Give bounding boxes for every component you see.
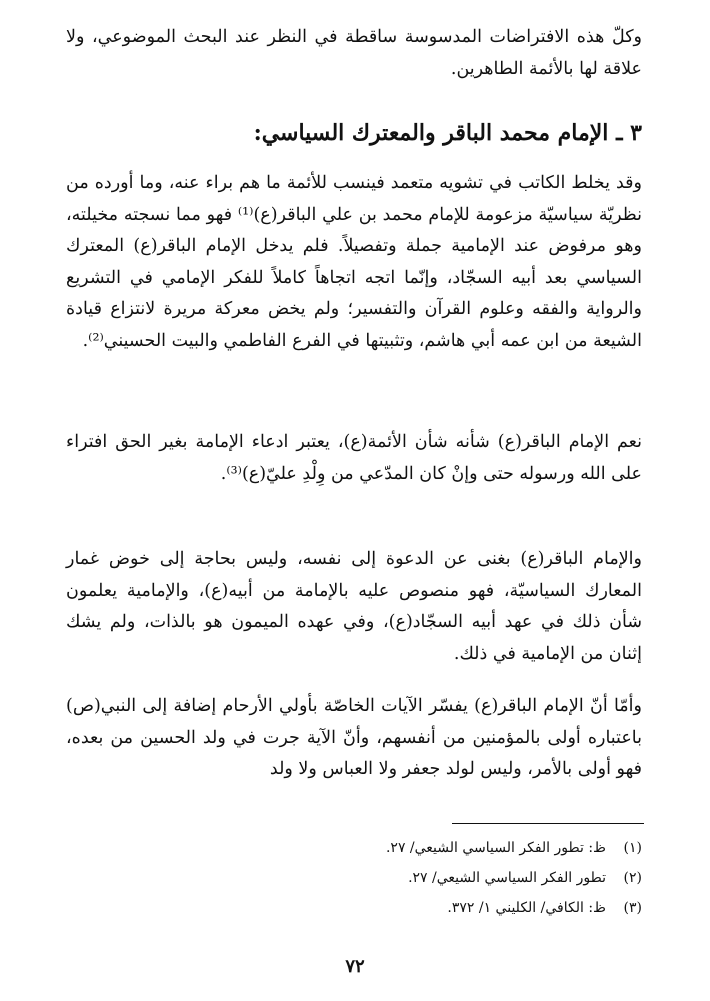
footnote-3 bbox=[66, 893, 642, 923]
footnotes bbox=[66, 833, 642, 923]
paragraph-text: وقد يخلط الكاتب في تشويه متعمد فينسب للأئمة ما هم براء عنه، وما أورده من نظريّة سياسيّة مزعومة للإمام محمد بن علي الباقر(ع)⁽¹⁾ فهو مما نسجته مخيلته، وهو مرفوض عند الإمامية جملة وتفصيلاً. فلم يدخل الإمام الباقر(ع) المعترك السياسي بعد أبيه السجّاد، وإنّما اتجه اتجاهاً كاملاً للفكر الإمامي في التشريع والرواية والفقه وعلوم القرآن والتفسير؛ ولم يخض معركة مريرة لانتزاع قيادة الشيعة من ابن عمه أبي هاشم، وتثبيتها في الفرع الفاطمي والبيت الحسيني⁽²⁾. bbox=[66, 173, 643, 351]
page-number: ٧٢ bbox=[345, 956, 365, 977]
paragraph-2 bbox=[66, 427, 642, 490]
paragraph-1 bbox=[66, 168, 642, 358]
footnote-text: ظ: تطور الفكر السياسي الشيعي/ ٢٧. bbox=[385, 840, 606, 856]
footnote-number: (٣) bbox=[623, 900, 642, 916]
paragraph-text: وكلّ هذه الافتراضات المدسوسة ساقطة في النظر عند البحث الموضوعي، ولا علاقة لها بالأئمة الطاهرين. bbox=[66, 27, 642, 79]
footnote-1 bbox=[66, 833, 642, 863]
footnote-text: تطور الفكر السياسي الشيعي/ ٢٧. bbox=[408, 870, 606, 886]
footnote-text: ظ: الكافي/ الكليني ١/ ٣٧٢. bbox=[447, 900, 606, 916]
footnote-number: (٢) bbox=[623, 870, 642, 886]
footnote-2 bbox=[66, 863, 642, 893]
paragraph-4 bbox=[66, 691, 642, 786]
paragraph-text: نعم الإمام الباقر(ع) شأنه شأن الأئمة(ع)، يعتبر ادعاء الإمامة بغير الحق افتراء على الله ورسوله حتى وإنْ كان المدّعي من وِلْدِ عليّ(ع)⁽³⁾. bbox=[66, 432, 642, 484]
paragraph-intro bbox=[66, 22, 642, 85]
paragraph-text: والإمام الباقر(ع) بغنى عن الدعوة إلى نفسه، وليس بحاجة إلى خوض غمار المعارك السياسيّة، فهو منصوص عليه بالإمامة من أبيه(ع)، والإمامية يعلمون شأن ذلك في عهد أبيه السجّاد(ع)، وفي عهده الميمون هو بالذات، ولم يشك إثنان من الإمامية في ذلك. bbox=[66, 549, 642, 664]
footnote-number: (١) bbox=[623, 840, 642, 856]
section-heading: ٣ ـ الإمام محمد الباقر والمعترك السياسي: bbox=[253, 120, 642, 146]
paragraph-3 bbox=[66, 544, 642, 670]
footnote-divider bbox=[452, 823, 644, 824]
paragraph-text: وأمّا أنّ الإمام الباقر(ع) يفسّر الآيات الخاصّة بأولي الأرحام إضافة إلى النبي(ص) باعتباره أولى بالمؤمنين من أنفسهم، وأنّ الآية جرت في ولد الحسين من بعده، فهو أولى بالأمر، وليس لولد جعفر ولا العباس ولا ولد bbox=[66, 696, 642, 780]
